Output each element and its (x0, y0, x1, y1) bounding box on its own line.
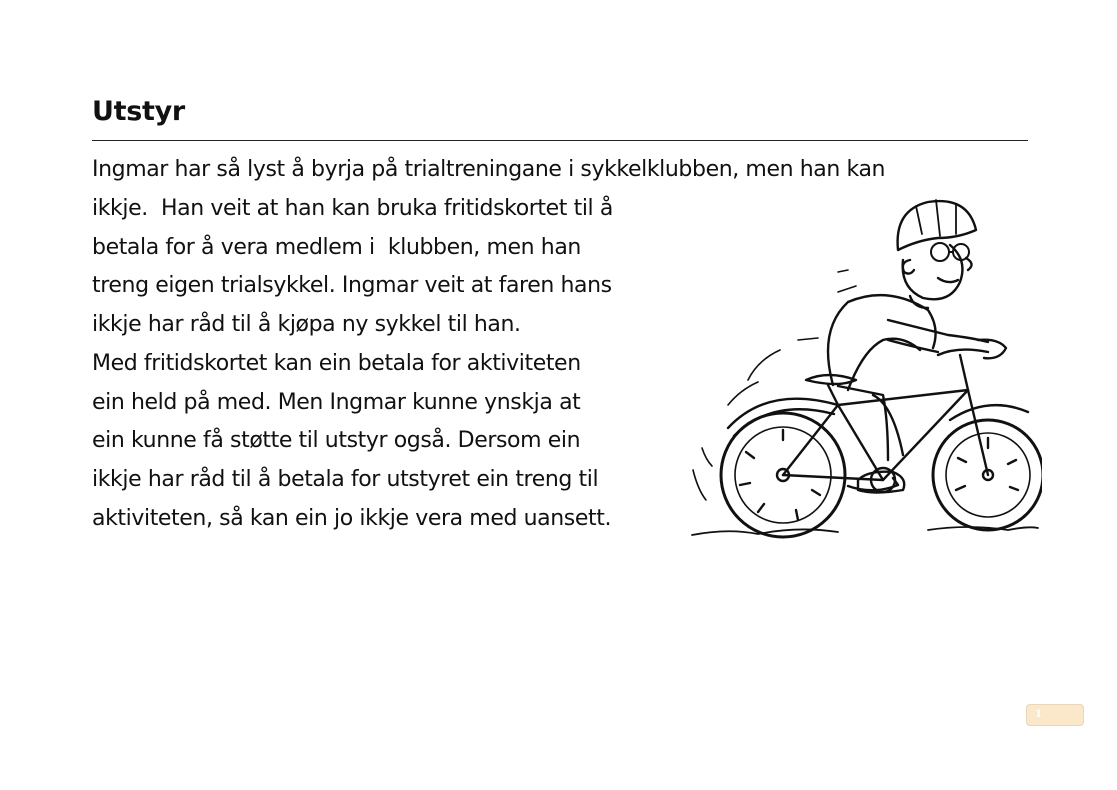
paragraph-line: aktiviteten, så kan ein jo ikkje vera med uansett. (92, 506, 612, 531)
boy-on-bicycle-icon (688, 190, 1042, 540)
paragraph-line: ikkje har råd til å betala for utstyret ein treng til (92, 467, 599, 492)
paragraph-line: betala for å vera medlem i klubben, men han (92, 235, 581, 260)
paragraph-line: ein kunne få støtte til utstyr også. Dersom ein (92, 428, 581, 453)
paragraph-line: ikkje har råd til å kjøpa ny sykkel til han. (92, 312, 521, 337)
paragraph-line: ein held på med. Men Ingmar kunne ynskja at (92, 390, 581, 415)
page-number-badge (1026, 704, 1084, 726)
title-divider (92, 140, 1028, 141)
paragraph-line: treng eigen trialsykkel. Ingmar veit at faren hans (92, 273, 612, 298)
page-title: Utstyr (92, 96, 185, 127)
paragraph-line: Ingmar har så lyst å byrja på trialtreningane i sykkelklubben, men han kan (92, 157, 886, 182)
paragraph-line: ikkje. Han veit at han kan bruka fritidskortet til å (92, 196, 613, 221)
page-number: 1 (1035, 709, 1042, 720)
paragraph-line: Med fritidskortet kan ein betala for aktiviteten (92, 351, 581, 376)
